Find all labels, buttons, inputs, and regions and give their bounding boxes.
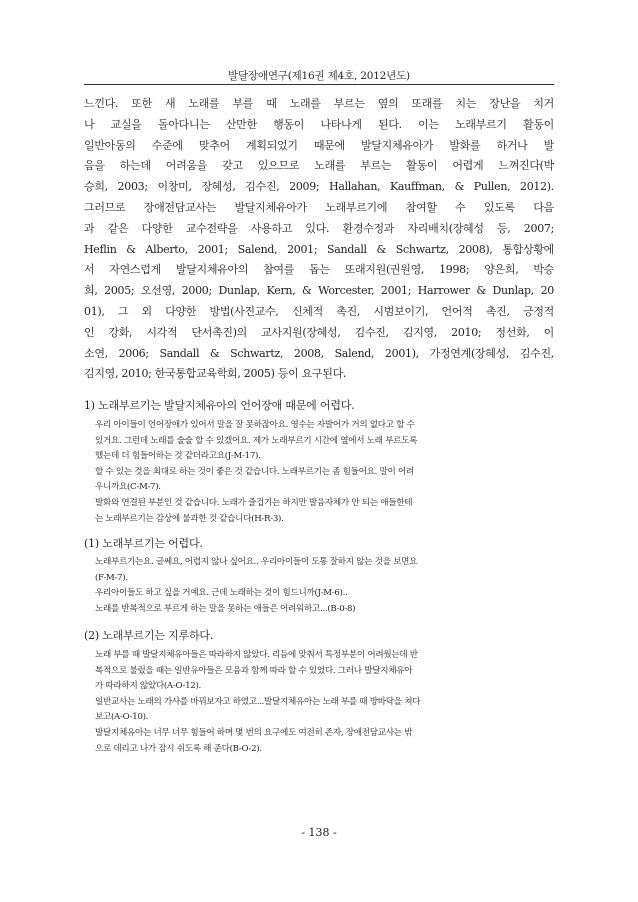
body-line: 김지영, 2010; 한국통합교육학회, 2005) 등이 요구된다.	[84, 367, 347, 381]
body-line: 서 자연스럽게 발달지체유아의 참여를 돕는 또래지원(권원영, 1998; 양은희, 박승	[84, 263, 554, 277]
quote-line: 일반교사는 노래의 가사를 바꿔보자고 하였고...발달지체유아는 노래 부를 때 방바닥을 쳐다	[95, 696, 421, 707]
quote-line: 으로 데리고 나가 잠시 쉬도록 해 준다(B-O-2).	[95, 743, 262, 754]
quote-line: 발달지체유아는 너무 너무 힘들어 하며 몇 번의 요구에도 여전히 존자, 장애전담교사는 밖	[95, 727, 413, 738]
section-1	[84, 398, 554, 527]
quote-line: 우리아이들도 하고 싶을 거예요. 근데 노래하는 것이 힘드니까(J-M-6)..	[95, 588, 348, 599]
quote-line: 보고(A-O-10).	[95, 712, 149, 723]
body-line: 과 같은 다양한 교수전략을 사용하고 있다. 환경수정과 자리배치(장혜성 등, 2007;	[84, 221, 554, 235]
section-heading: (2) 노래부르기는 지루하다.	[84, 629, 214, 642]
header-rule	[84, 84, 554, 85]
quote-line: 는 노래부르기는 감상에 불과한 것 같습니다(H-R-3).	[95, 513, 284, 524]
body-line: 나 교실을 돌아다니는 산만한 행동이 나타나게 된다. 이는 노래부르기 활동이	[84, 117, 554, 131]
section-heading: 1) 노래부르기는 발달지체유아의 언어장애 때문에 어렵다.	[84, 399, 355, 412]
quote-line: 우리 아이들이 언어장애가 있어서 말을 잘 못하잖아요. 영수는 자발어가 거의 없다고 할 수	[95, 420, 415, 430]
section-heading: (1) 노래부르기는 어렵다.	[84, 537, 203, 550]
body-line: 일반아동의 수준에 맞추어 계획되었기 때문에 발달지체유아가 발화를 하거나 발	[84, 138, 554, 152]
quote-line: 노래 부를 때 발달지체유아들은 따라하지 않았다. 리듬에 맞춰서 특정부분이 어려웠는데 반	[95, 650, 418, 660]
quote-line: 노래를 반복적으로 부르게 하는 말을 못하는 애들은 어려워하고...(B-0-8)	[95, 603, 356, 614]
body-line: Heflin & Alberto, 2001; Salend, 2001; Sandall & Schwartz, 2008), 통합상황에	[84, 242, 554, 256]
quote-line: (F-M-7).	[95, 572, 128, 583]
quote-line: 우니까요(C-M-7).	[95, 482, 161, 493]
quote-line: 할 수 있는 것을 최대로 하는 것이 좋은 것 같습니다. 노래부르기는 좀 힘들어요. 말이 어려	[95, 466, 414, 477]
body-line: 음을 하는데 어려움을 갖고 있으므로 노래를 부르는 활동이 어렵게 느껴진다(박	[84, 159, 554, 173]
running-header: 발달장애연구(제16권 제4호, 2012년도)	[228, 70, 410, 82]
section-3	[84, 628, 554, 757]
body-line: 인 강화, 시각적 단서촉진)의 교사지원(장혜성, 김수진, 김지영, 2010; 정선화, 이	[84, 325, 554, 339]
quote-line: 가 따라하지 않았다(A-O-12).	[95, 681, 201, 692]
body-line: 승희, 2003; 이창미, 장혜성, 김수진, 2009; Hallahan, Kauffman, & Pullen, 2012).	[84, 180, 554, 194]
body-text	[84, 94, 554, 385]
body-line: 01), 그 외 다양한 방법(사진교수, 신체적 촉진, 시범보이기, 언어적 촉진, 긍정적	[84, 304, 554, 318]
body-line: 희, 2005; 오선영, 2000; Dunlap, Kern, & Worcester, 2001; Harrower & Dunlap, 20	[84, 284, 554, 298]
quote-line: 발화와 연결된 부분인 것 같습니다. 노래가 즐겁기는 하지만 발음자체가 안 되는 애들한테	[95, 497, 413, 508]
body-line: 그러므로 장애전담교사는 발달지체유아가 노래부르기에 참여할 수 있도록 다음	[84, 200, 554, 214]
quote-line: 했는데 더 힘들어하는 것 같더라고요(J-M-17).	[95, 451, 261, 462]
quote-line: 있거요. 그런데 노래를 술술 할 수 있겠어요. 제가 노래부르기 시간에 옆에서 노래 부르도록	[95, 435, 418, 446]
quote-line: 노래부르기는요. 글쎄요, 어렵지 않나 싶어요.. 우리아이들이 도통 잘하지 않는 것을 보면요	[95, 557, 418, 567]
page-number: - 138 -	[301, 826, 337, 839]
body-line: 느낀다. 또한 새 노래를 부를 때 노래를 부르는 옆의 또래를 치는 장난을 치거	[84, 97, 554, 110]
quote-line: 복적으로 불렀을 때는 일반유아들은 모음과 함께 따라 할 수 있었다. 그러나 발달지체유아	[95, 665, 413, 676]
section-2	[84, 536, 554, 617]
body-line: 소연, 2006; Sandall & Schwartz, 2008, Salend, 2001), 가정연계(장혜성, 김수진,	[84, 346, 554, 360]
